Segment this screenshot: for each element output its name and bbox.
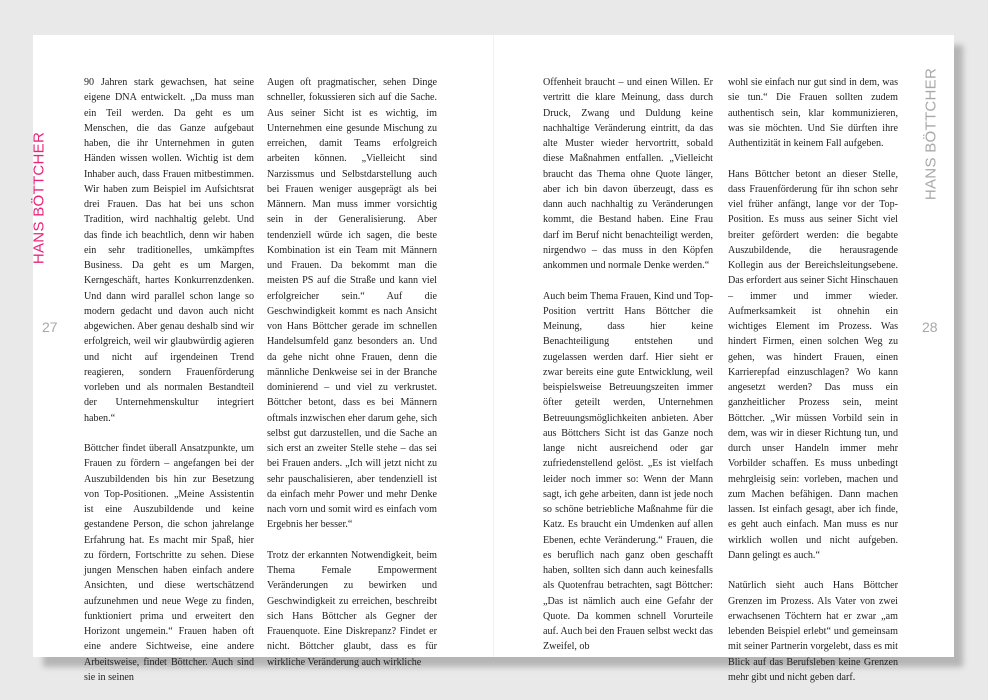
gutter	[493, 35, 494, 657]
text-column-1	[84, 75, 254, 700]
paragraph: Augen oft pragmatischer, sehen Dinge schneller, fokussieren sich auf die Sache. Aus seiner Sicht ist es wichtig, im Unternehmen eine gesunde Mischung zu erreichen, damit Teams erfolgreich arbeiten können. „Vielleicht sind Narzissmus und Selbstdarstellung auch bei Frauen weniger ausgeprägt als bei Männern. Man muss immer vorsichtig sein in der Generalisierung. Aber tendenziell würde ich sagen, die beste Kombination ist ein Team mit Männern und Frauen. Da bekommt man die meisten PS auf die Straße und kann viel erfolgreicher sein.“ Auf die Geschwindigkeit kommt es nach Ansicht von Hans Böttcher gerade im schnellen Handelsumfeld ganz besonders an. Und da gehe nicht ohne Frauen, denn die männliche Denkweise sei in der Branche dominierend – und viel zu verkrustet. Böttcher betont, dass es bei Männern oftmals inzwischen eher darum gehe, sich selbst gut darzustellen, und die Sache an sich erst an zweiter Stelle stehe – das sei bei Frauen anders. „Ich will jetzt nicht zu sehr pauschalisieren, aber tendenziell ist da einfach mehr Power und mehr Denke nach vorn und somit wird es einfach vom Ergebnis her besser.“	[267, 77, 437, 531]
page-number-left: 27	[42, 319, 58, 335]
paragraph: Natürlich sieht auch Hans Böttcher Grenzen im Prozess. Als Vater von zwei erwachsenen Töchtern hat er zwar „am lebenden Beispiel erlebt“ und gemeinsam mit seiner Partnerin vorgelebt, dass es mit Blick auf das Berufsleben keine Grenzen mehr gibt und nicht geben darf.	[728, 580, 898, 683]
text-column-2	[267, 75, 437, 685]
running-head-left: HANS BÖTTCHER	[30, 131, 48, 265]
text-column-4	[728, 75, 898, 700]
page-number-right: 28	[922, 319, 938, 335]
paragraph: 90 Jahren stark gewachsen, hat seine eigene DNA entwickelt. „Da muss man ein Teil werden. Da geht es um Menschen, die das Ganze aufgebaut haben, die ihr Unternehmen in guten Händen wissen wollen. Wichtig ist dem Inhaber auch, dass Frauen mitbestimmen. Wir haben zum Beispiel im Aufsichtsrat drei Frauen. Das hat bei uns schon Tradition, wird nachhaltig gelebt. Und das finde ich beachtlich, denn wir haben ein sehr traditionelles, umkämpftes Business. Da geht es um Margen, Kerngeschäft, hartes Konkurrenzdenken. Und dann wird parallel schon lange so modern gedacht und davon auch nicht abgewichen. Aber genau deshalb sind wir erfolgreich, weil wir glaubwürdig agieren und nicht auf irgendeinen Trend reagieren, sondern Frauenförderung vorleben und als normalen Bestandteil der Unternehmenskultur integriert haben.“	[84, 77, 254, 424]
running-head-right: HANS BÖTTCHER	[922, 67, 940, 201]
paragraph: Hans Böttcher betont an dieser Stelle, dass Frauenförderung für ihn schon sehr viel früher anfängt, lange vor der Top-Position. Es muss aus seiner Sicht viel breiter gefördert werden: die begabte Auszubildende, die herausragende Kollegin aus der Bereichsleitungsebene. Das erfordert aus seiner Sicht Hinschauen – immer und immer wieder. Aufmerksamkeit ist ohnehin ein wichtiges Element im Prozess. Was hindert Firmen, einen solchen Weg zu gehen, was hindert Frauen, einen Karrierepfad einzuschlagen? Wo kann angesetzt werden? Das muss ein ganzheitlicher Prozess sein, meint Böttcher. „Wir müssen Vorbild sein in dem, was wir in dieser Richtung tun, und durch unser Handeln immer mehr Vorbilder schaffen. Es muss unbedingt mehrgleisig sein: vorleben, machen und zum Machen befähigen. Dann machen lassen. Ist einfach gesagt, aber ich finde, es geht auch einfach. Man muss es nur wirklich wollen und nicht aufgeben. Dann gelingt es auch.“	[728, 168, 898, 561]
paragraph: Auch beim Thema Frauen, Kind und Top-Position vertritt Hans Böttcher die Meinung, dass hier keine Benachteiligung entstehen und zugelassen werden darf. Hier sieht er zwar bereits eine gute Entwicklung, weil beispielsweise Betreuungszeiten immer öfter geteilt werden, Unternehmen Betreuungsmöglichkeiten anbieten. Aber aus Böttchers Sicht ist das Ganze noch lange nicht ausreichend oder gar zufriedenstellend gelöst. „Es ist vielfach leider noch immer so: Wenn der Mann sagt, ich gehe arbeiten, dann ist jede noch so schöne betriebliche Maßnahme für die Katz. Es braucht ein Umdenken auf allen Ebenen, echte Veränderung.“ Frauen, die es beruflich nach ganz oben geschafft haben, sollten sich dann auch keinesfalls als Quotenfrau betrachten, sagt Böttcher: „Das ist nämlich auch eine Gefahr der Quote. Da kommen schnell Vorurteile auf. Auch bei den Frauen selbst weckt das Zweifel, ob	[543, 290, 713, 653]
text-column-3	[543, 75, 713, 670]
paragraph: Böttcher findet überall Ansatzpunkte, um Frauen zu fördern – angefangen bei der Auszubildenden bis hin zur Besetzung von Top-Positionen. „Meine Assistentin ist eine Auszubildende und keine gestandene Person, die schon jahrelange Erfahrung hat. Es macht mir Spaß, hier zu fördern, Fortschritte zu sehen. Diese jungen Menschen haben einfach andere Ansichten, und diese wertschätzend aufzunehmen und neue Wege zu finden, funktioniert prima und erweitert den Horizont ungemein.“ Frauen haben oft eine andere Sichtweise, eine andere Arbeitsweise, findet Böttcher. Auch sind sie in seinen	[84, 443, 254, 683]
paragraph: Trotz der erkannten Notwendigkeit, beim Thema Female Empowerment Veränderungen zu bewirken und Geschwindigkeit zu erreichen, beschreibt sich Hans Böttcher als Gegner der Frauenquote. Eine Diskrepanz? Findet er nicht. Böttcher glaubt, dass es für wirkliche Veränderung auch wirkliche	[267, 549, 437, 668]
paragraph: Offenheit braucht – und einen Willen. Er vertritt die klare Meinung, dass durch Druck, Zwang und Duldung keine nachhaltige Veränderung eintritt, da das alte Muster wieder hervortritt, sobald diese Maßnahmen entfallen. „Vielleicht braucht das Thema ohne Quote länger, aber ich bin davon überzeugt, dass es dann auch nachhaltig zu Veränderungen kommt, die Bestand haben. Eine Frau darf im Beruf nicht benachteiligt werden, nirgendwo – das muss in den Köpfen ankommen und normale Denke werden.“	[543, 77, 713, 271]
paragraph: wohl sie einfach nur gut sind in dem, was sie tun.“ Die Frauen sollten zudem authentisch sein, klar kommunizieren, was sie möchten. Und Sie dürften ihre Authentizität in keinem Fall aufgeben.	[728, 77, 898, 149]
